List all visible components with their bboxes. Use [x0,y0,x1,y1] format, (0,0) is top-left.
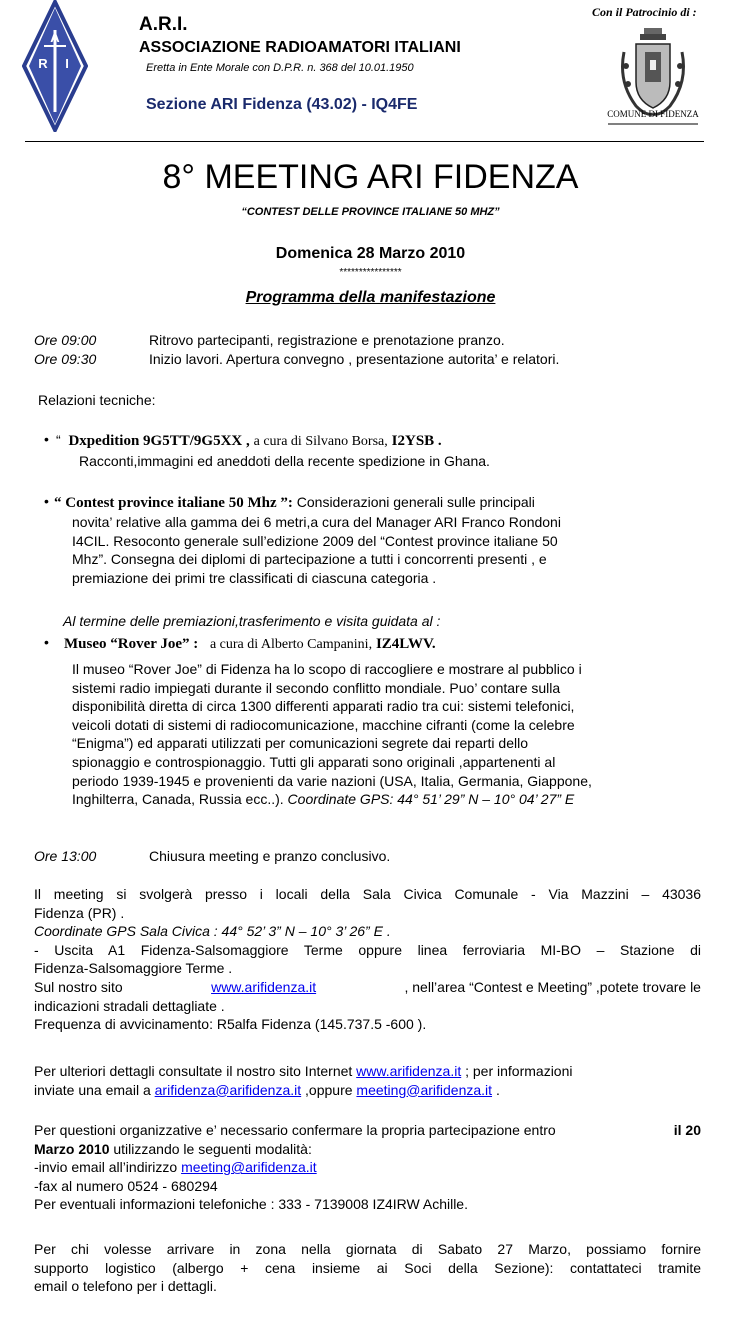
org-phone: Per eventuali informazioni telefoniche : 333 - 7139008 IZ4IRW Achille. [34,1196,468,1213]
schedule-time-2: Ore 09:30 [34,351,97,367]
org-fax: -fax al numero 0524 - 680294 [34,1177,218,1194]
page-title: 8° MEETING ARI FIDENZA [162,158,579,196]
museum-heading [64,634,436,655]
org-acronym: A.R.I. [139,14,188,35]
org-deadline-2: Marzo 2010 [34,1140,110,1157]
org-deadline-1: il 20 [673,1122,701,1138]
header-divider [25,141,704,142]
talk-1-by: a cura di Silvano Borsa, [253,434,388,449]
museum-body [72,660,592,809]
bullet-icon: • [44,493,49,509]
page-subtitle: “CONTEST DELLE PROVINCE ITALIANE 50 MHZ” [241,206,500,218]
museum-line: periodo 1939-1945 e provenienti da varie nazioni (USA, Italia, Germania, Giappone, [72,772,592,789]
comune-label: COMUNE DI FIDENZA [607,109,699,119]
support-line-1: Per chi volesse arrivare in zona nella giornata di Sabato 27 Marzo, possiamo fornire [34,1241,701,1257]
museum-line: Il museo “Rover Joe” di Fidenza ha lo scopo di raccogliere e mostrare al pubblico i [72,661,582,677]
org-line-1 [34,1121,701,1140]
org-decree: Eretta in Ente Morale con D.P.R. n. 368 del 10.01.1950 [146,62,414,74]
details-line-2 [34,1081,701,1100]
details-section [34,1062,701,1099]
museum-title: Museo “Rover Joe” : [64,636,199,652]
schedule-time-1: Ore 09:00 [34,332,97,348]
org-section [34,1121,701,1214]
org-full-name: ASSOCIAZIONE RADIOAMATORI ITALIANI [139,39,461,56]
site-link[interactable]: www.arifidenza.it [356,1063,462,1079]
venue-site-post: , nell’area “Contest e Meeting” ,potete trovare le [404,978,701,995]
details-mid: ,oppure [305,1081,353,1098]
museum-gps: Coordinate GPS: 44° 51’ 29” N – 10° 04’ 27” E [287,791,575,808]
logo-letter-r: R [38,56,48,71]
stars-divider: **************** [339,267,402,278]
museum-line: disponibilità diretta di circa 1300 differenti apparati radio tra cui: sistemi telefonici, [72,698,575,715]
venue-line-2: Fidenza (PR) . [34,904,125,921]
talk-1-title: Dxpedition 9G5TT/9G5XX , [68,433,250,449]
program-heading: Programma della manifestazione [245,289,496,306]
museum-by: a cura di Alberto Campanini, [209,637,373,652]
talk-2-line: premiazione dei primi tre classificati di ciascuna categoria . [72,569,437,586]
venue-directions-2: Fidenza-Salsomaggiore Terme . [34,960,233,977]
museum-line: spionaggio e controspionaggio. Tutti gli apparati sono originali ,appartenenti al [72,753,556,770]
org-pre: Per questioni organizzative e’ necessario confermare la propria partecipazione entro [34,1122,556,1138]
schedule-text-2: Inizio lavori. Apertura convegno , presentazione autorita’ e relatori. [149,351,560,367]
museum-line-last [72,790,592,809]
talk-2-line-1 [54,493,535,513]
schedule-text-1: Ritrovo partecipanti, registrazione e prenotazione pranzo. [149,332,505,348]
email-link-meeting[interactable]: meeting@arifidenza.it [356,1081,493,1098]
bullet-icon: • [44,431,49,447]
venue-directions-1: - Uscita A1 Fidenza-Salsomaggiore Terme oppure linea ferroviaria MI-BO – Stazione di [34,941,701,958]
support-section [34,1240,701,1296]
talk-1-quote: “ [56,432,61,448]
support-line-3: email o telefono per i dettagli. [34,1278,217,1295]
patronage-label: Con il Patrocinio di : [592,5,697,19]
details-pre: Per ulteriori dettagli consultate il nostro sito Internet [34,1063,353,1079]
support-line-2: supporto logistico (albergo + cena insieme ai Soci della Sezione): contattateci tramite [34,1259,701,1276]
talk-1-call: I2YSB . [391,433,442,449]
museum-last-text: Inghilterra, Canada, Russia ecc..). [72,791,284,808]
section-name: Sezione ARI Fidenza (43.02) - IQ4FE [146,96,418,113]
details-post: ; per informazioni [465,1063,573,1079]
closing-text: Chiusura meeting e pranzo conclusivo. [149,848,391,864]
details-line-1 [34,1062,701,1081]
museum-line: “Enigma”) ed apparati utilizzati per comunicazioni segrete dai reparti dello [72,735,529,752]
venue-site-line-2: indicazioni stradali dettagliate . [34,997,225,1014]
email-link-meeting[interactable]: meeting@arifidenza.it [181,1159,317,1176]
details-end: . [495,1081,500,1098]
talk-1-heading [56,431,442,452]
event-date: Domenica 28 Marzo 2010 [275,245,466,262]
museum-call: IZ4LWV. [375,636,436,652]
talk-2-body [72,513,561,587]
venue-frequency: Frequenza di avvicinamento: R5alfa Fidenza (145.737.5 -600 ). [34,1016,427,1033]
venue-site-pre: Sul nostro sito [34,978,123,995]
logo-letter-a: A [50,30,60,45]
email-link-arifidenza[interactable]: arifidenza@arifidenza.it [154,1081,302,1098]
talk-2-text: Considerazioni generali sulle principali [296,494,535,510]
tech-heading: Relazioni tecniche: [38,392,156,408]
talk-1-desc: Racconti,immagini ed aneddoti della recente spedizione in Ghana. [79,453,490,469]
talk-2-line: I4CIL. Resoconto generale sull’edizione 2009 del “Contest province italiane 50 [72,532,558,549]
logo-letter-i: I [65,56,69,71]
closing-time: Ore 13:00 [34,848,97,864]
talk-2-title: “ Contest province italiane 50 Mhz ”: [54,495,293,511]
museum-line: veicoli dotati di sistemi di radiocomunicazione, macchine cifranti (come la celebre [72,716,575,733]
venue-site-line [34,978,701,997]
org-email-pre: -invio email all’indirizzo [34,1159,178,1176]
transfer-note: Al termine delle premiazioni,trasferimento e visita guidata al : [63,613,441,629]
venue-gps: Coordinate GPS Sala Civica : 44° 52’ 3” N – 10° 3’ 26” E . [34,923,391,940]
org-post: utilizzando le seguenti modalità: [113,1140,312,1157]
venue-section [34,885,701,1034]
ari-diamond-logo [22,0,88,132]
org-line-2 [34,1140,701,1159]
site-link[interactable]: www.arifidenza.it [211,978,317,995]
org-email-line [34,1158,701,1177]
talk-2-line: Mhz”. Consegna dei diplomi di partecipazione a tutti i concorrenti presenti , e [72,551,547,568]
venue-line-1: Il meeting si svolgerà presso i locali della Sala Civica Comunale - Via Mazzini – 43036 [34,886,701,902]
museum-line: sistemi radio impiegati durante il secondo conflitto mondiale. Puo’ contare sulla [72,679,561,696]
details-pre2: inviate una email a [34,1081,151,1098]
talk-2-line: novita’ relative alla gamma dei 6 metri,a cura del Manager ARI Franco Rondoni [72,514,561,530]
bullet-icon: • [44,634,49,650]
